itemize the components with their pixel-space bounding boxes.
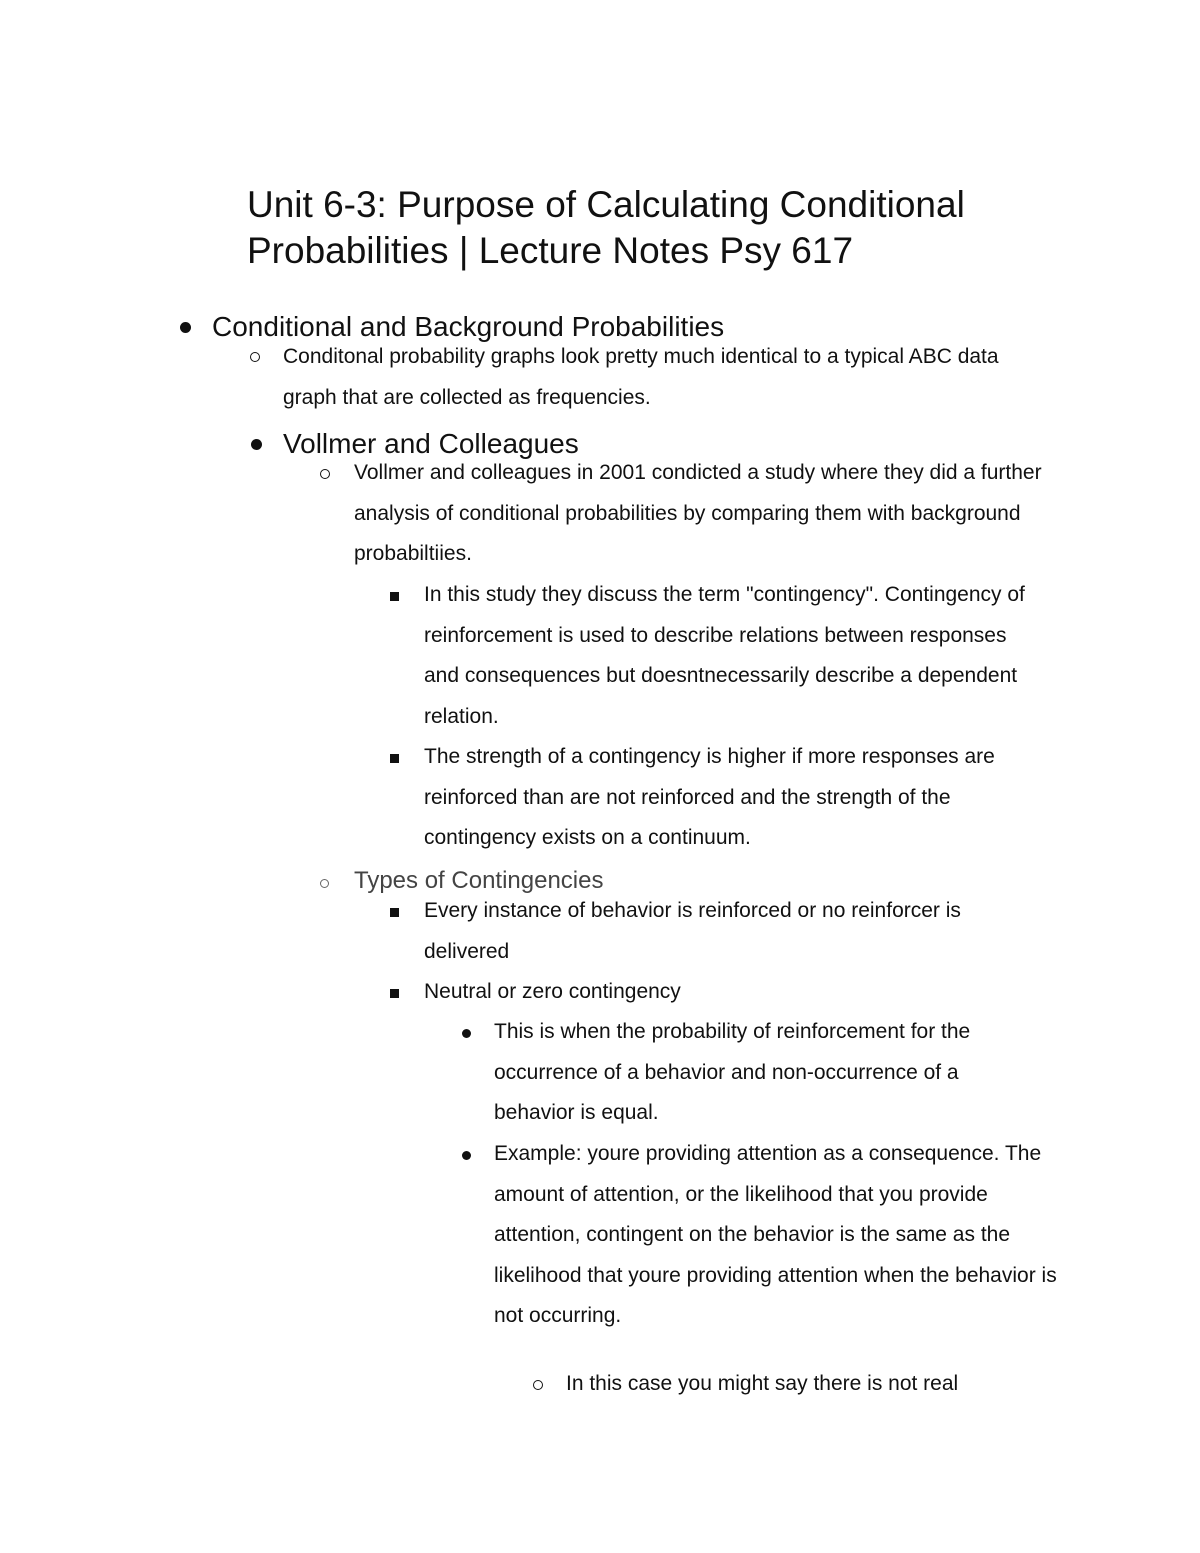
vollmer-point-contingency: In this study they discuss the term "contingency". Contingency of reinforcement is used to describe relations between responses and consequences but doesntnecessarily describe a dependent relation. — [424, 583, 1025, 728]
conditional-note: Conditonal probability graphs look pretty much identical to a typical ABC data graph that are collected as frequencies. — [283, 345, 999, 409]
bullet-square-icon — [390, 989, 399, 998]
vollmer-point-strength: The strength of a contingency is higher if more responses are reinforced than are not reinforced and the strength of the contingency exists on a continuum. — [424, 745, 995, 849]
neutral-detail-definition: This is when the probability of reinforcement for the occurrence of a behavior and non-occurrence of a behavior is equal. — [494, 1020, 971, 1124]
page-title: Unit 6-3: Purpose of Calculating Conditional Probabilities | Lecture Notes Psy 617 — [247, 184, 965, 271]
bullet-disc-icon — [180, 322, 191, 333]
types-point-neutral: Neutral or zero contingency — [424, 980, 681, 1003]
bullet-disc-icon — [462, 1029, 471, 1038]
section-heading-conditional: Conditional and Background Probabilities — [212, 311, 725, 342]
bullet-disc-icon — [462, 1151, 471, 1160]
types-point-every-instance: Every instance of behavior is reinforced or no reinforcer is delivered — [424, 899, 961, 963]
bullet-square-icon — [390, 754, 399, 763]
bullet-circle-icon — [320, 469, 330, 479]
bullet-square-icon — [390, 908, 399, 917]
bullet-circle-icon — [250, 352, 260, 362]
neutral-sub-note: In this case you might say there is not real — [566, 1372, 959, 1395]
section-heading-types: Types of Contingencies — [354, 867, 604, 894]
vollmer-note: Vollmer and colleagues in 2001 condicted a study where they did a further analysis of conditional probabilities by comparing them with background probabiltiies. — [354, 461, 1042, 565]
section-heading-vollmer: Vollmer and Colleagues — [283, 428, 579, 459]
bullet-square-icon — [390, 592, 399, 601]
bullet-disc-icon — [251, 439, 262, 450]
bullet-circle-icon — [533, 1380, 543, 1390]
neutral-detail-example: Example: youre providing attention as a consequence. The amount of attention, or the likelihood that you provide attention, contingent on the behavior is the same as the likelihood that youre providing attention when the behavior is not occurring. — [494, 1142, 1057, 1327]
bullet-circle-icon — [320, 879, 329, 888]
